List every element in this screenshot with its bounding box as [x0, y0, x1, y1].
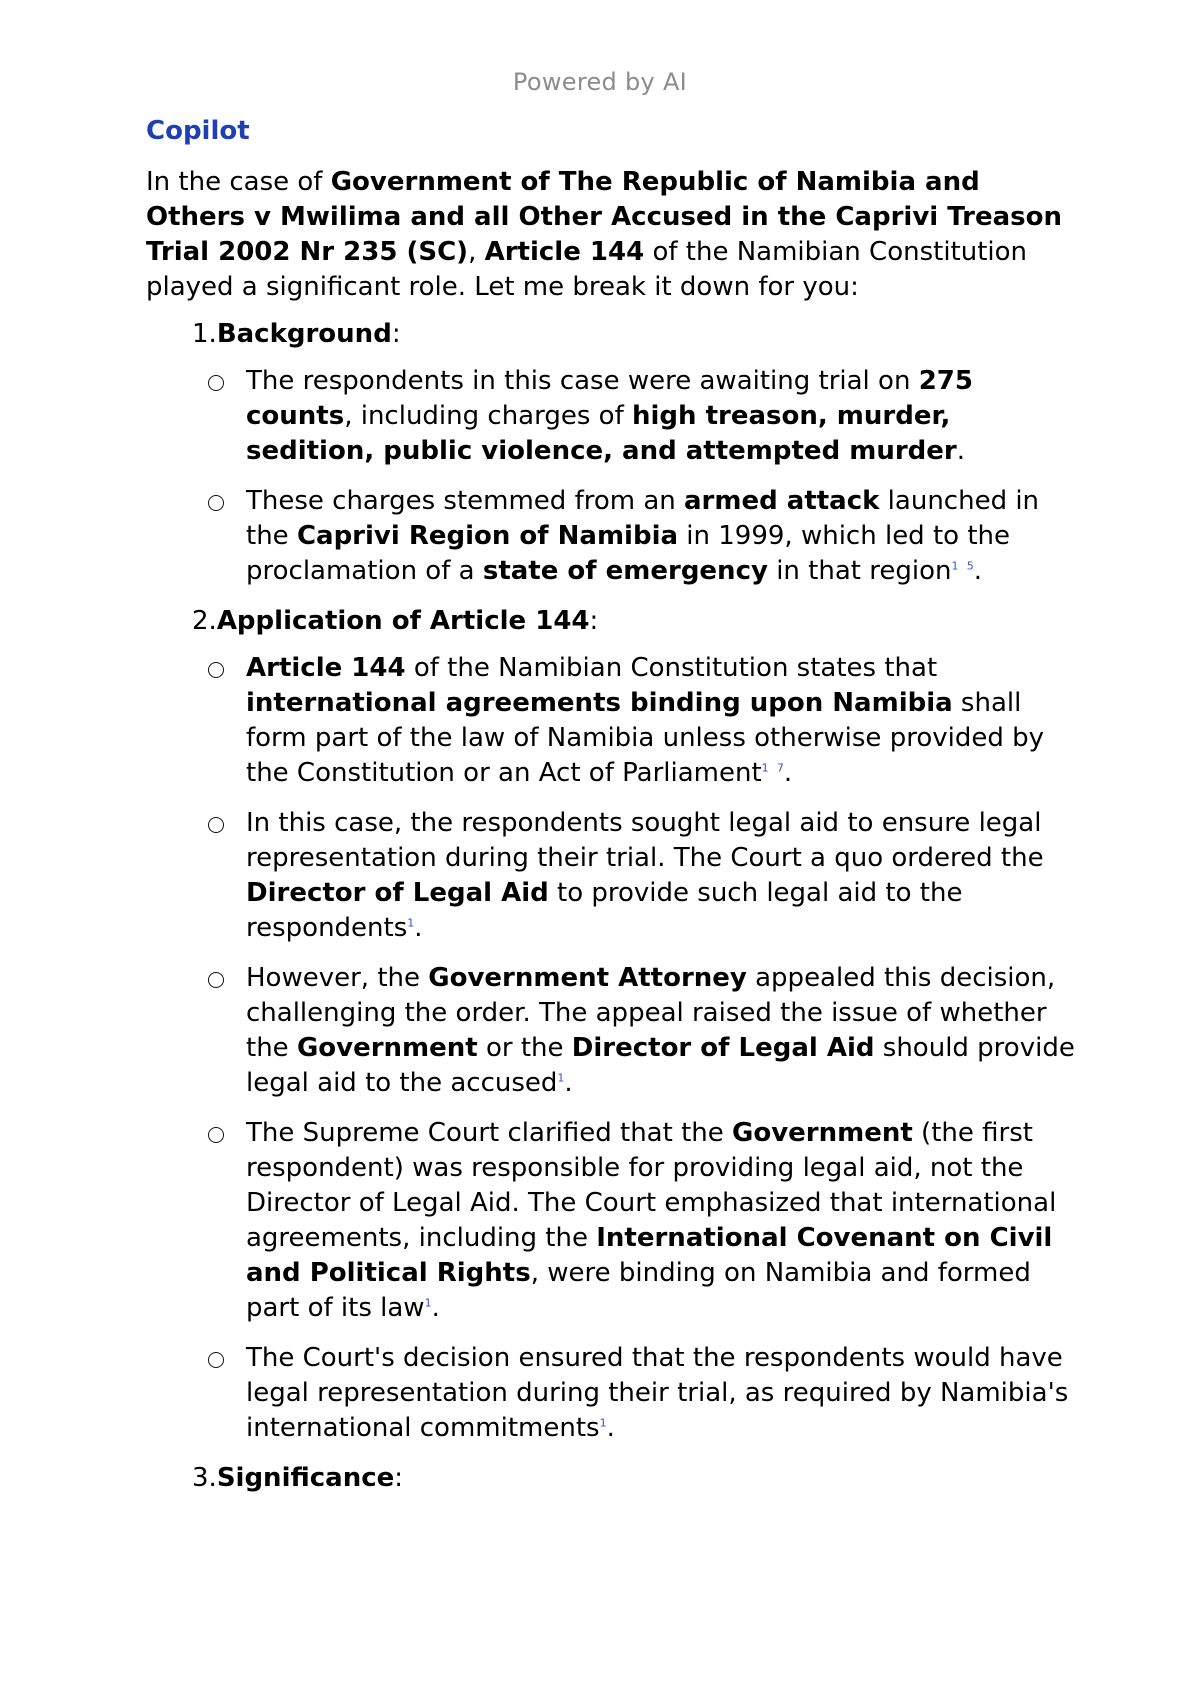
- background-bullet-list: [146, 364, 1076, 589]
- list-item: Article 144 of the Namibian Constitution states that international agreements binding upon Namibia shall form part of the law of Namibia unless otherwise provided by the Constitution or an Act of Parliament$^1$ $^7$.: [146, 651, 1076, 791]
- hollow-circle-bullet-icon: [208, 817, 224, 833]
- list-item: The respondents in this case were awaiting trial on 275 counts, including charges of high treason, murder, sedition, public violence, and attempted murder.: [146, 364, 1076, 469]
- list-item: The Court's decision ensured that the respondents would have legal representation during their trial, as required by Namibia's international commitments$^1$.: [146, 1341, 1076, 1446]
- copilot-label: Copilot: [146, 116, 250, 146]
- section-application-article-144: [192, 604, 1076, 639]
- section-heading: 1.Background:: [192, 319, 401, 349]
- powered-by-header: Powered by AI: [512, 68, 688, 96]
- hollow-circle-bullet-icon: [208, 1352, 224, 1368]
- citation-link[interactable]: 7: [776, 761, 784, 775]
- document-body: [146, 108, 1076, 1508]
- citation-link[interactable]: 5: [966, 559, 974, 573]
- hollow-circle-bullet-icon: [208, 495, 224, 511]
- section-heading: 2.Application of Article 144:: [192, 606, 599, 636]
- list-item: In this case, the respondents sought legal aid to ensure legal representation during their trial. The Court a quo ordered the Director of Legal Aid to provide such legal aid to the respondents$^1$.: [146, 806, 1076, 946]
- section-heading: 3.Significance:: [192, 1463, 404, 1493]
- hollow-circle-bullet-icon: [208, 375, 224, 391]
- citation-link[interactable]: 1: [951, 559, 959, 573]
- citation-link[interactable]: 1: [557, 1071, 565, 1085]
- citation-link[interactable]: 1: [599, 1416, 607, 1430]
- citation-link[interactable]: 1: [424, 1296, 432, 1310]
- application-bullet-list: [146, 651, 1076, 1446]
- list-item: However, the Government Attorney appealed this decision, challenging the order. The appeal raised the issue of whether the Government or the Director of Legal Aid should provide legal aid to the accused$^1$.: [146, 961, 1076, 1101]
- list-item: The Supreme Court clarified that the Government (the first respondent) was responsible for providing legal aid, not the Director of Legal Aid. The Court emphasized that international agreements, including the International Covenant on Civil and Political Rights, were binding on Namibia and formed part of its law$^1$.: [146, 1116, 1076, 1326]
- citation-link[interactable]: 1: [761, 761, 769, 775]
- list-item: These charges stemmed from an armed attack launched in the Caprivi Region of Namibia in 1999, which led to the proclamation of a state of emergency in that region$^1$ $^5$.: [146, 484, 1076, 589]
- hollow-circle-bullet-icon: [208, 972, 224, 988]
- intro-paragraph: In the case of Government of The Republic of Namibia and Others v Mwilima and all Other Accused in the Caprivi Treason Trial 2002 Nr 235 (SC), Article 144 of the Namibian Constitution played a significant role. Let me break it down for you:: [146, 167, 1062, 302]
- citation-link[interactable]: 1: [407, 916, 415, 930]
- hollow-circle-bullet-icon: [208, 662, 224, 678]
- section-background: [192, 317, 1076, 352]
- section-significance: [192, 1461, 1076, 1496]
- hollow-circle-bullet-icon: [208, 1127, 224, 1143]
